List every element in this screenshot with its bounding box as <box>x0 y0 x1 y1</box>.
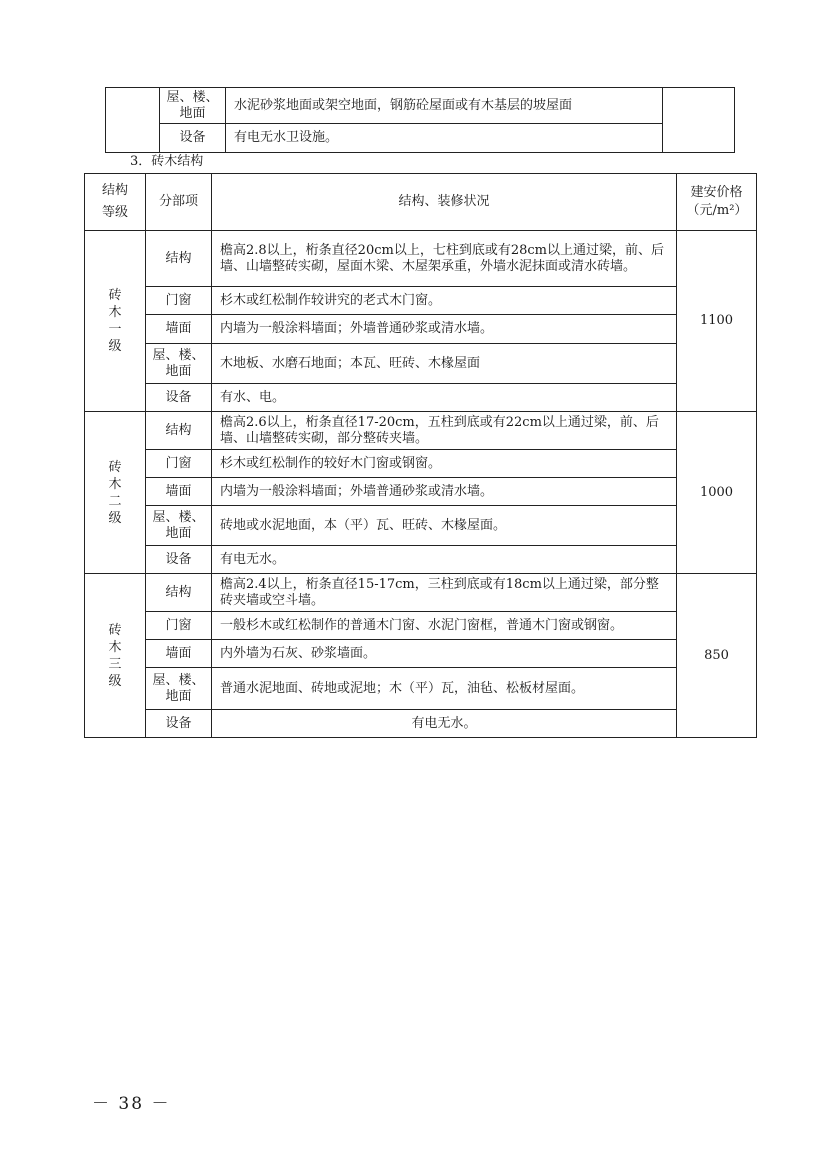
subitem-cell: 屋、楼、地面 <box>146 668 212 710</box>
table-row <box>106 124 735 153</box>
description-cell: 砖地或水泥地面，本（平）瓦、旺砖、木椽屋面。 <box>212 506 677 546</box>
price-value: 1000 <box>677 412 757 574</box>
subitem-cell: 门窗 <box>146 612 212 640</box>
brick-wood-table <box>84 173 757 738</box>
subitem-cell: 结构 <box>146 231 212 287</box>
page-number: － 38 － <box>92 1094 171 1114</box>
subitem-cell: 设备 <box>146 384 212 412</box>
description-cell: 有电无水。 <box>212 710 677 738</box>
description-cell: 有水、电。 <box>212 384 677 412</box>
description-cell: 水泥砂浆地面或架空地面，钢筋砼屋面或有木基层的坡屋面 <box>226 88 663 124</box>
table-row <box>85 546 757 574</box>
header-grade: 结构等级 <box>85 174 146 231</box>
grade-name: 砖木三级 <box>85 574 146 738</box>
table-row <box>85 231 757 287</box>
section-heading: 3．砖木结构 <box>130 154 204 169</box>
subitem-cell: 屋、楼、地面 <box>146 344 212 384</box>
table-row <box>85 506 757 546</box>
subitem-cell: 设备 <box>146 710 212 738</box>
table-row <box>85 287 757 315</box>
header-condition: 结构、装修状况 <box>212 174 677 231</box>
subitem-cell: 设备 <box>160 124 226 153</box>
description-cell: 杉木或红松制作较讲究的老式木门窗。 <box>212 287 677 315</box>
description-cell: 檐高2.8以上，桁条直径20cm以上，七柱到底或有28cm以上通过梁，前、后墙、山墙整砖实砌，屋面木梁、木屋架承重，外墙水泥抹面或清水砖墙。 <box>212 231 677 287</box>
table-row <box>85 668 757 710</box>
table-row <box>106 88 735 124</box>
description-cell: 内外墙为石灰、砂浆墙面。 <box>212 640 677 668</box>
description-cell: 普通水泥地面、砖地或泥地；木（平）瓦，油毡、松板材屋面。 <box>212 668 677 710</box>
table-row <box>85 574 757 612</box>
continued-table <box>105 87 735 153</box>
table-row <box>85 344 757 384</box>
price-value: 1100 <box>677 231 757 412</box>
description-cell: 一般杉木或红松制作的普通木门窗、水泥门窗框，普通木门窗或钢窗。 <box>212 612 677 640</box>
subitem-cell: 墙面 <box>146 315 212 344</box>
description-cell: 有电无水卫设施。 <box>226 124 663 153</box>
price-cell <box>663 88 735 153</box>
description-cell: 内墙为一般涂料墙面；外墙普通砂浆或清水墙。 <box>212 478 677 506</box>
description-cell: 杉木或红松制作的较好木门窗或钢窗。 <box>212 450 677 478</box>
description-cell: 内墙为一般涂料墙面；外墙普通砂浆或清水墙。 <box>212 315 677 344</box>
price-value: 850 <box>677 574 757 738</box>
table-row <box>85 384 757 412</box>
subitem-cell: 门窗 <box>146 450 212 478</box>
subitem-cell: 门窗 <box>146 287 212 315</box>
table-row <box>85 710 757 738</box>
subitem-cell: 墙面 <box>146 640 212 668</box>
grade-name: 砖木二级 <box>85 412 146 574</box>
subitem-cell: 设备 <box>146 546 212 574</box>
subitem-cell: 结构 <box>146 574 212 612</box>
subitem-cell: 墙面 <box>146 478 212 506</box>
header-subitem: 分部项 <box>146 174 212 231</box>
description-cell: 有电无水。 <box>212 546 677 574</box>
grade-cell <box>106 88 160 153</box>
table-row <box>85 612 757 640</box>
subitem-cell: 屋、楼、地面 <box>146 506 212 546</box>
table-row <box>85 450 757 478</box>
subitem-cell: 屋、楼、地面 <box>160 88 226 124</box>
description-cell: 檐高2.4以上，桁条直径15-17cm，三柱到底或有18cm以上通过梁，部分整砖夹墙或空斗墙。 <box>212 574 677 612</box>
description-cell: 檐高2.6以上，桁条直径17-20cm，五柱到底或有22cm以上通过梁，前、后墙、山墙整砖实砌，部分整砖夹墙。 <box>212 412 677 450</box>
table-header-row <box>85 174 757 231</box>
subitem-cell: 结构 <box>146 412 212 450</box>
table-row <box>85 412 757 450</box>
table-row <box>85 640 757 668</box>
table-row <box>85 478 757 506</box>
table-row <box>85 315 757 344</box>
header-price: 建安价格（元/m²） <box>677 174 757 231</box>
description-cell: 木地板、水磨石地面；本瓦、旺砖、木椽屋面 <box>212 344 677 384</box>
grade-name: 砖木一级 <box>85 231 146 412</box>
